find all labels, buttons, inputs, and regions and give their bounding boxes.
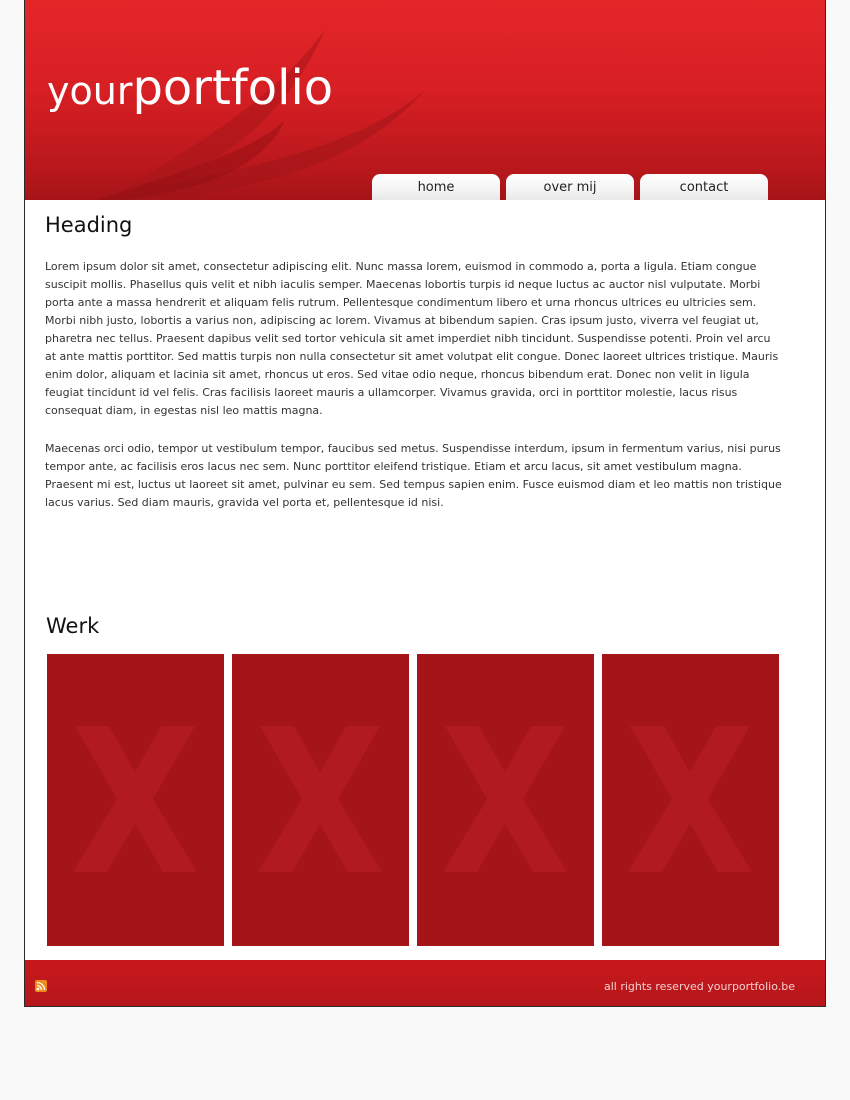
placeholder-x-icon	[232, 654, 409, 946]
rss-icon[interactable]	[35, 980, 47, 992]
work-thumbnail[interactable]	[47, 654, 224, 946]
page-container	[24, 0, 826, 1007]
placeholder-x-icon	[417, 654, 594, 946]
page-heading: Heading	[45, 213, 133, 237]
site-logo[interactable]	[47, 60, 333, 116]
work-thumbnail[interactable]	[417, 654, 594, 946]
rss-glyph	[35, 980, 47, 992]
work-thumbnail[interactable]	[602, 654, 779, 946]
work-thumbnail[interactable]	[232, 654, 409, 946]
logo-main: portfolio	[132, 60, 334, 116]
nav-tab-over-mij[interactable]: over mij	[506, 174, 634, 200]
site-footer	[25, 960, 825, 1006]
site-header	[25, 0, 825, 200]
intro-paragraph: Lorem ipsum dolor sit amet, consectetur adipiscing elit. Nunc massa lorem, euismod in commodo a, porta a ligula. Etiam congue suscipit mollis. Phasellus quis velit et nibh iaculis semper. Maecenas lobortis turpis id neque luctus ac auctor nisl vulputate. Morbi porta ante a massa hendrerit et aliquam felis rutrum. Pellentesque condimentum libero et urna rhoncus ultrices eu ultricies sem. Morbi nibh justo, lobortis a varius non, adipiscing ac lorem. Vivamus at bibendum sapien. Cras ipsum justo, viverra vel feugiat ut, pharetra nec tellus. Praesent dapibus velit sed tortor vehicula sit amet imperdiet nibh tincidunt. Suspendisse potenti. Proin vel arcu at ante mattis porttitor. Sed mattis turpis non nulla consectetur sit amet volutpat elit congue. Donec laoreet ultrices tristique. Mauris enim dolor, aliquam et lacinia sit amet, rhoncus ut eros. Sed vitae odio neque, rhoncus bibendum erat. Donec non velit in ligula feugiat tincidunt id vel felis. Cras facilisis laoreet mauris a ullamcorper. Vivamus gravida, orci in porttitor molestie, lacus risus consequat diam, in egestas nisl leo mattis magna.	[45, 260, 779, 417]
placeholder-x-icon	[47, 654, 224, 946]
second-paragraph: Maecenas orci odio, tempor ut vestibulum tempor, faucibus sed metus. Suspendisse interdum, ipsum in fermentum varius, nisi purus tempor ante, ac facilisis eros lacus nec sem. Nunc porttitor eleifend tristique. Etiam et arcu lacus, sit amet vestibulum magna. Praesent mi est, luctus ut laoreet sit amet, pulvinar eu sem. Sed tempus sapien enim. Fusce euismod diam et leo mattis non tristique lacus varius. Sed diam mauris, gravida vel porta et, pellentesque id nisi.	[45, 442, 782, 509]
work-section-title: Werk	[46, 614, 100, 638]
logo-prefix: your	[47, 69, 133, 113]
nav-tab-home[interactable]: home	[372, 174, 500, 200]
copyright-text: all rights reserved yourportfolio.be	[603, 980, 795, 993]
placeholder-x-icon	[602, 654, 779, 946]
nav-tab-contact[interactable]: contact	[640, 174, 768, 200]
